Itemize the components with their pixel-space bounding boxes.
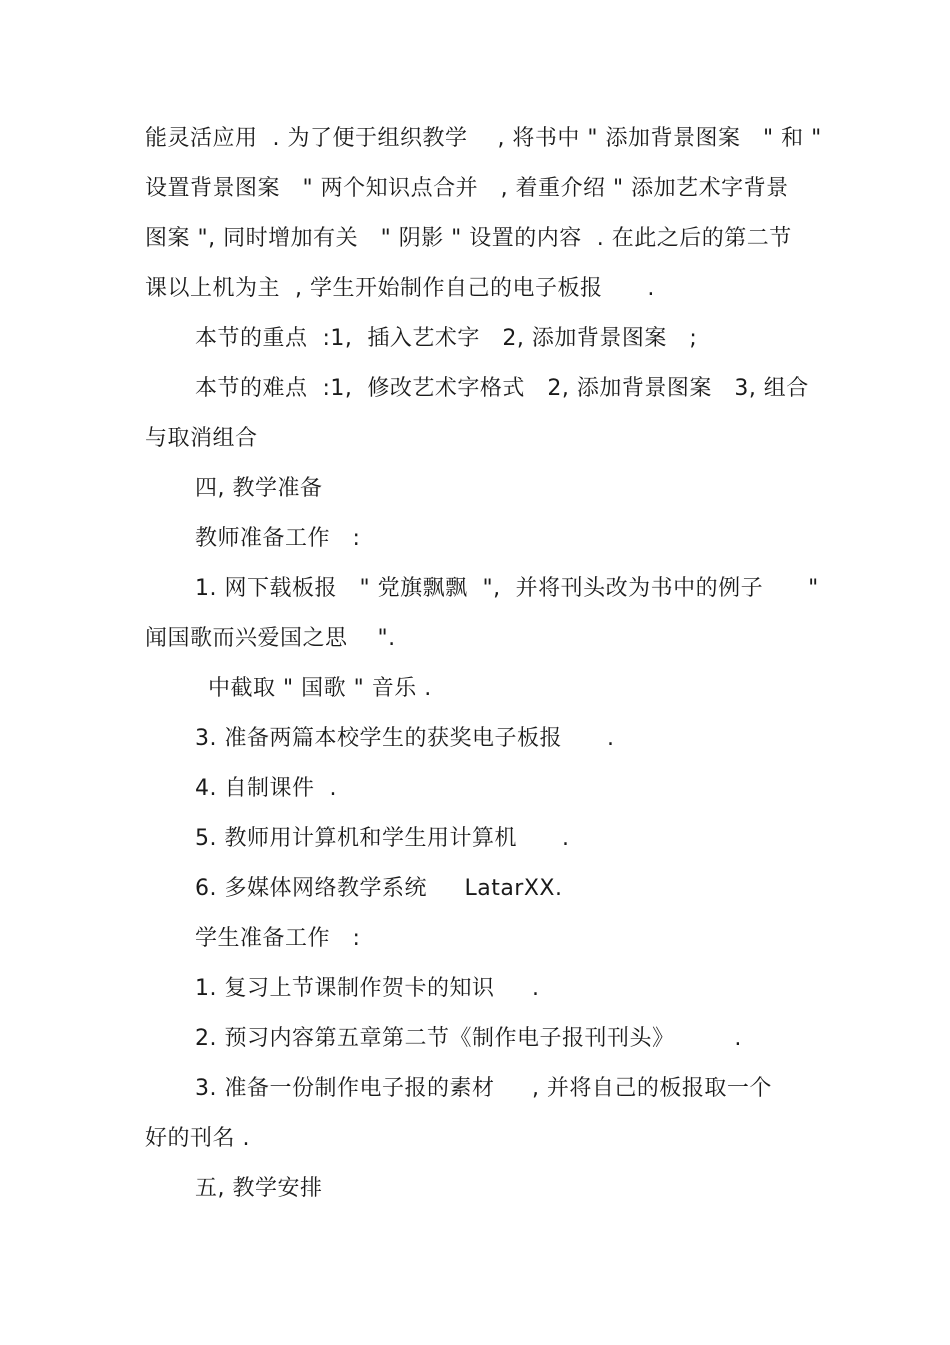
list-item: 5. 教师用计算机和学生用计算机 . [195, 826, 570, 851]
list-item: 6. 多媒体网络教学系统 LatarXX. [195, 876, 563, 901]
text-line: 好的刊名 . [145, 1126, 250, 1151]
list-item: 2. 预习内容第五章第二节《制作电子报刊刊头》 . [195, 1026, 742, 1051]
section-heading: 五, 教学安排 [195, 1176, 323, 1201]
text-line: 图案 ", 同时增加有关 " 阴影 " 设置的内容 . 在此之后的第二节 [145, 226, 792, 251]
text-line: 设置背景图案 " 两个知识点合并 , 着重介绍 " 添加艺术字背景 [145, 176, 789, 201]
key-points-line: 本节的重点 :1, 插入艺术字 2, 添加背景图案 ; [195, 326, 698, 351]
text-line: 中截取 " 国歌 " 音乐 . [208, 676, 432, 701]
list-item: 3. 准备两篇本校学生的获奖电子板报 . [195, 726, 615, 751]
section-heading: 四, 教学准备 [195, 476, 323, 501]
difficult-points-line: 本节的难点 :1, 修改艺术字格式 2, 添加背景图案 3, 组合 [195, 376, 809, 401]
text-line: 课以上机为主 , 学生开始制作自己的电子板报 . [145, 276, 655, 301]
list-item: 1. 网下载板报 " 党旗飘飘 ", 并将刊头改为书中的例子 " [195, 576, 819, 601]
list-item: 4. 自制课件 . [195, 776, 337, 801]
text-line: 与取消组合 [145, 426, 258, 451]
list-item: 1. 复习上节课制作贺卡的知识 . [195, 976, 540, 1001]
text-line: 能灵活应用 . 为了便于组织教学 , 将书中 " 添加背景图案 " 和 " [145, 126, 822, 151]
text-line: 闻国歌而兴爱国之思 ". [145, 626, 396, 651]
subheading: 学生准备工作 : [195, 926, 361, 951]
subheading: 教师准备工作 : [195, 526, 361, 551]
list-item: 3. 准备一份制作电子报的素材 , 并将自己的板报取一个 [195, 1076, 772, 1101]
